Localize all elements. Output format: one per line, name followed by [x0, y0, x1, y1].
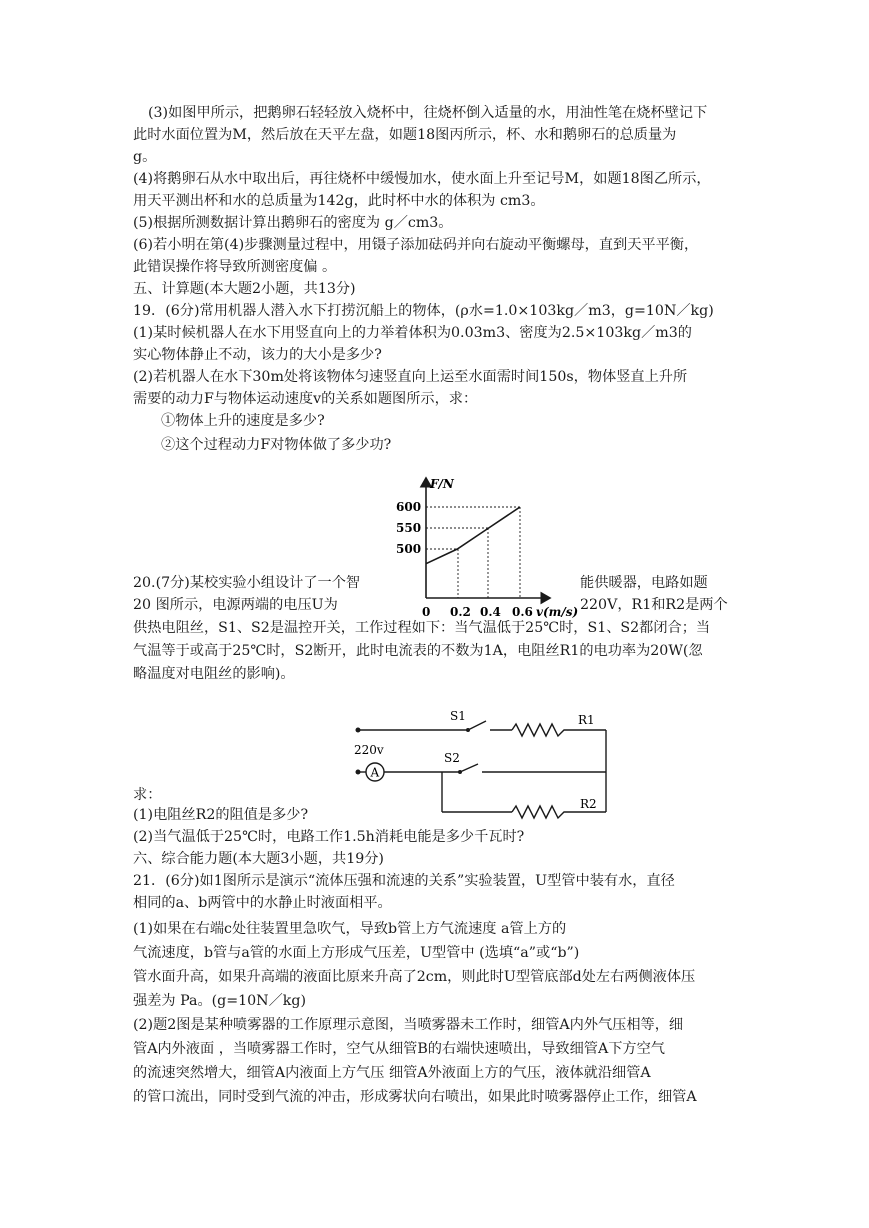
text-line: 的管口流出，同时受到气流的冲击，形成雾状向右喷出，如果此时喷雾器停止工作，细管A [133, 1089, 697, 1105]
text-line: 供热电阻丝，S1、S2是温控开关，工作过程如下：当气温低于25℃时，S1、S2都闭合；当 [133, 620, 711, 636]
text-line: 用天平测出杯和水的总质量为142g，此时杯中水的体积为 cm3。 [133, 193, 545, 209]
text-line: 220V，R1和R2是两个 [580, 597, 728, 613]
s1-label: S1 [450, 709, 466, 723]
text-line: 相同的a、b两管中的水静止时液面相平。 [133, 895, 392, 911]
text-line: 求： [133, 787, 162, 803]
text-line: 管水面升高，如果升高端的液面比原来升高了2cm，则此时U型管底部d处左右两侧液体压 [133, 969, 696, 985]
x-axis-label: v(m/s) [536, 605, 578, 619]
text-line: 略温度对电阻丝的影响)。 [133, 666, 295, 682]
text-line: (4)将鹅卵石从水中取出后，再往烧杯中缓慢加水，使水面上升至记号M，如题18图乙所示， [133, 171, 711, 187]
y-tick-600: 600 [396, 500, 422, 514]
r1-label: R1 [578, 713, 595, 727]
text-line: (2)若机器人在水下30m处将该物体匀速竖直向上运至水面需时间150s，物体竖直上升所 [133, 369, 688, 385]
text-line: 此时水面位置为M，然后放在天平左盘，如题18图丙所示，杯、水和鹅卵石的总质量为 [133, 127, 677, 143]
text-line: (3)如图甲所示，把鹅卵石轻轻放入烧杯中，往烧杯倒入适量的水，用油性笔在烧杯壁记下 [148, 105, 708, 121]
text-line: 20.(7分)某校实验小组设计了一个智 [133, 575, 361, 591]
text-line: 气流速度，b管与a管的水面上方形成气压差，U型管中 (选填“a”或“b”) [133, 945, 580, 961]
text-line: (1)如果在右端c处往装置里急吹气，导致b管上方气流速度 a管上方的 [133, 921, 567, 937]
force-line [426, 507, 520, 564]
text-line: (5)根据所测数据计算出鹅卵石的密度为 g／cm3。 [133, 215, 453, 231]
text-line: ①物体上升的速度是多少? [161, 413, 325, 429]
text-line: 能供暖器，电路如题 [580, 575, 708, 591]
x-tick-0-4: 0.4 [480, 605, 501, 619]
text-line: (2)当气温低于25℃时，电路工作1.5h消耗电能是多少千瓦时? [133, 829, 525, 845]
text-line: 气温等于或高于25℃时，S2断开，此时电流表的不数为1A，电阻丝R1的电功率为20W(忽 [133, 643, 703, 659]
voltage-label: 220v [354, 743, 384, 757]
text-line: (6)若小明在第(4)步骤测量过程中，用镊子添加砝码并向右旋动平衡螺母，直到天平平衡， [133, 237, 699, 253]
text-line: ②这个过程动力F对物体做了多少功? [161, 437, 392, 453]
text-line: g。 [133, 149, 157, 165]
text-line: 需要的动力F与物体运动速度v的关系如题图所示，求： [133, 391, 478, 407]
text-line: (2)题2图是某种喷雾器的工作原理示意图，当喷雾器未工作时，细管A内外气压相等，细 [133, 1017, 684, 1033]
text-line: (1)电阻丝R2的阻值是多少? [133, 807, 309, 823]
text-line: 的流速突然增大，细管A内液面上方气压 细管A外液面上方的气压，液体就沿细管A [133, 1065, 651, 1081]
circuit-diagram [350, 700, 620, 822]
x-tick-0: 0 [422, 605, 431, 619]
text-line: 管A内外液面 ，当喷雾器工作时，空气从细管B的右端快速喷出，导致细管A下方空气 [133, 1041, 665, 1057]
text-line: 实心物体静止不动，该力的大小是多少? [133, 347, 382, 363]
x-tick-0-6: 0.6 [512, 605, 533, 619]
text-line: 六、综合能力题(本大题3小题，共19分) [133, 851, 384, 867]
text-line: 此错误操作将导致所测密度偏 。 [133, 259, 337, 275]
text-line: 21．(6分)如1图所示是演示“流体压强和流速的关系”实验装置，U型管中装有水，直径 [133, 873, 675, 889]
text-line: 强差为 Pa。(g=10N／kg) [133, 993, 307, 1009]
text-line: 19．(6分)常用机器人潜入水下打捞沉船上的物体，(ρ水=1.0×103kg／m3，g=10N／kg) [133, 303, 714, 319]
y-axis-label: F/N [430, 477, 454, 491]
y-tick-500: 500 [396, 542, 422, 556]
x-tick-0-2: 0.2 [450, 605, 471, 619]
r2-label: R2 [580, 797, 597, 811]
text-line: (1)某时候机器人在水下用竖直向上的力举着体积为0.03m3、密度为2.5×103kg／m3的 [133, 325, 692, 341]
text-line: 20 图所示，电源两端的电压U为 [133, 597, 338, 613]
ammeter-label: A [370, 765, 380, 780]
s2-label: S2 [444, 751, 460, 765]
force-velocity-graph [378, 470, 578, 620]
text-line: 五、计算题(本大题2小题，共13分) [133, 281, 356, 297]
y-tick-550: 550 [396, 521, 422, 535]
